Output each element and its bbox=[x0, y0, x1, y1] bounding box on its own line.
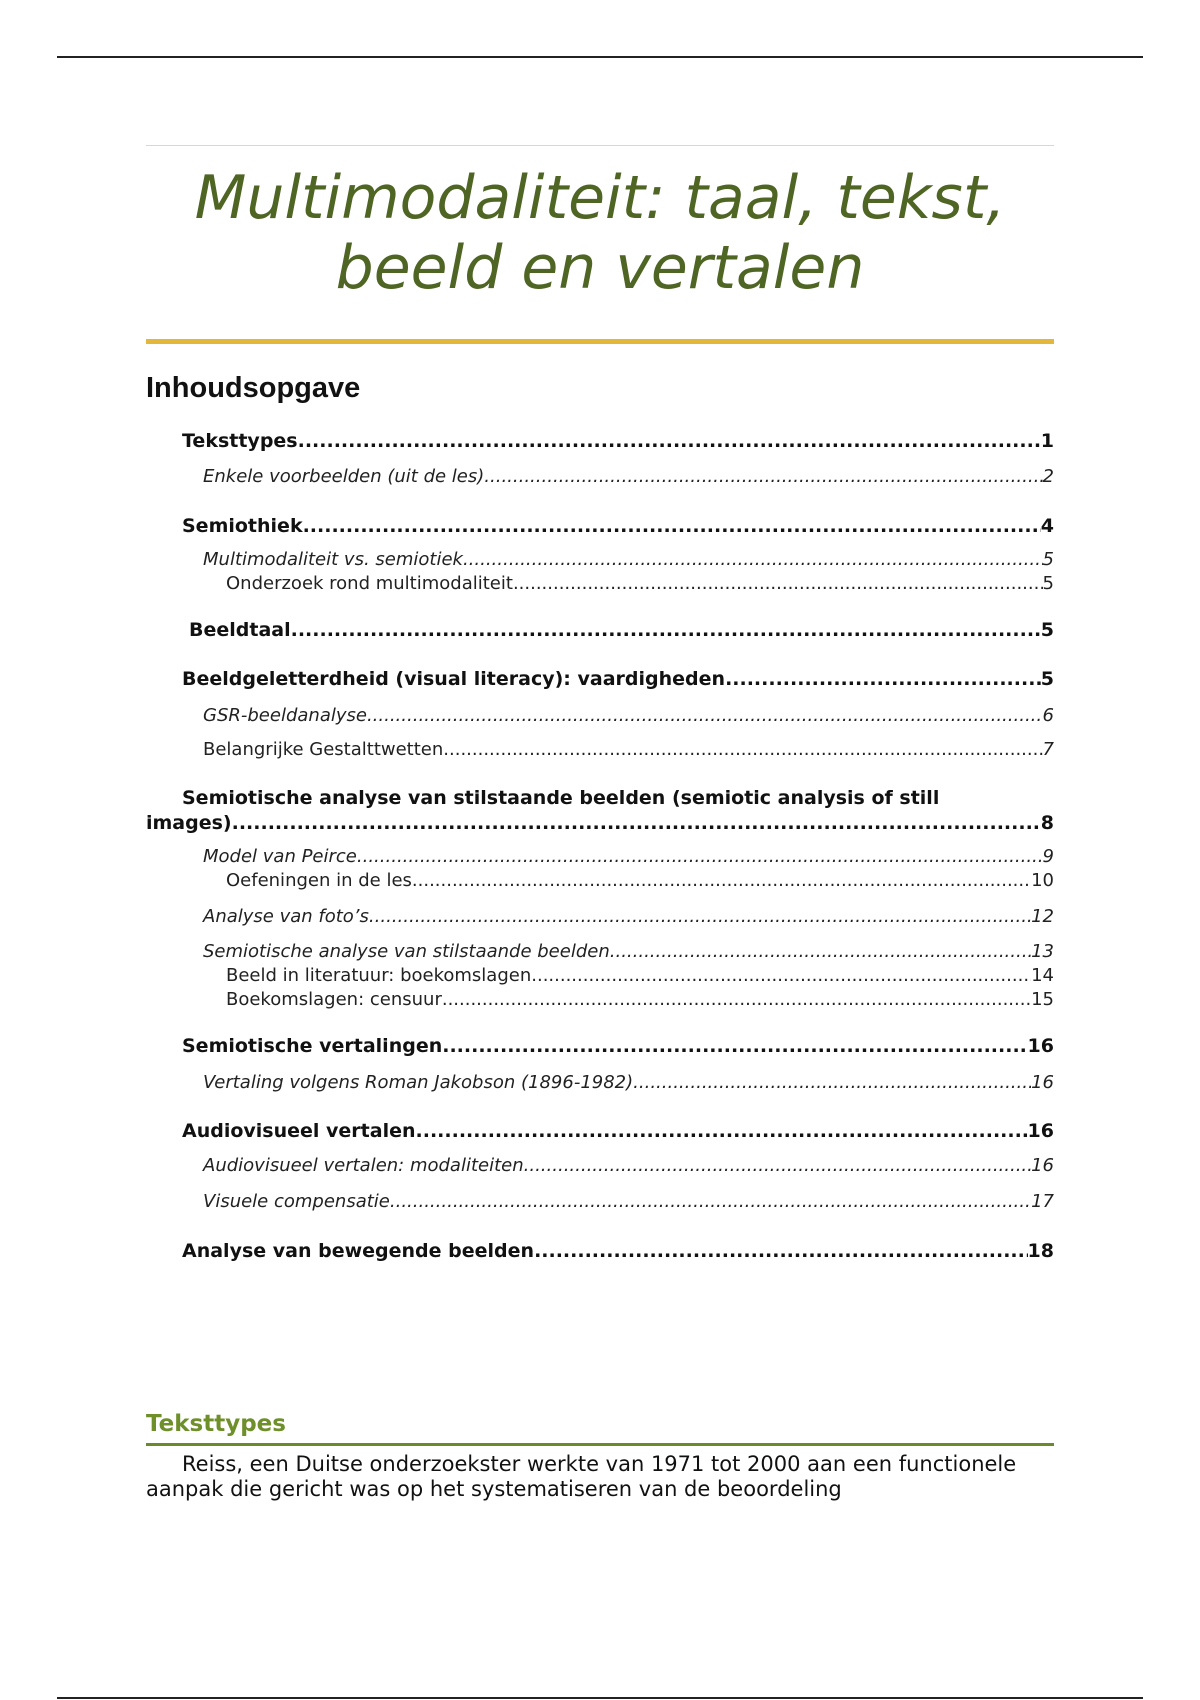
title-bottom-rule bbox=[146, 339, 1054, 344]
toc-entry-page: 2 bbox=[1042, 466, 1054, 487]
toc-entry-vertaling-jakobson[interactable] bbox=[146, 1071, 1054, 1095]
toc-leader-dots bbox=[531, 964, 1031, 988]
toc-entry-visuele-compensatie[interactable] bbox=[146, 1190, 1054, 1214]
toc-entry-page: 17 bbox=[1031, 1191, 1054, 1212]
toc-entry-audiovisueel-vertalen[interactable] bbox=[146, 1119, 1054, 1143]
toc-entry-label: Onderzoek rond multimodaliteit bbox=[226, 573, 513, 594]
toc-entry-semiotische-vertalingen[interactable] bbox=[146, 1034, 1054, 1058]
toc-leader-dots bbox=[463, 548, 1043, 572]
toc-entry-page: 5 bbox=[1040, 619, 1054, 641]
toc-entry-gsr-beeldanalyse[interactable] bbox=[146, 704, 1054, 728]
toc-entry-boekomslagen-censuur[interactable] bbox=[146, 988, 1054, 1012]
toc-entry-page: 1 bbox=[1040, 430, 1054, 452]
toc-entry-label: Analyse van bewegende beelden bbox=[182, 1240, 535, 1262]
toc-leader-dots bbox=[524, 1154, 1031, 1178]
toc-entry-label-continued: images) bbox=[146, 812, 232, 834]
toc-leader-dots bbox=[291, 618, 1041, 642]
toc-entry-semiotische-analyse[interactable] bbox=[146, 786, 1054, 836]
toc-leader-dots bbox=[298, 429, 1041, 453]
toc-entry-label: Belangrijke Gestalttwetten bbox=[203, 739, 444, 760]
title-top-rule bbox=[146, 145, 1054, 146]
toc-entry-second-line bbox=[146, 811, 1054, 836]
toc-leader-dots bbox=[610, 940, 1031, 964]
toc-entry-label: Visuele compensatie bbox=[203, 1191, 390, 1212]
toc-entry-label: Multimodaliteit vs. semiotiek bbox=[203, 549, 463, 570]
toc-entry-label: GSR-beeldanalyse bbox=[203, 705, 367, 726]
toc-entry-enkele-voorbeelden[interactable] bbox=[146, 465, 1054, 489]
toc-entry-oefeningen[interactable] bbox=[146, 869, 1054, 893]
toc-entry-page: 16 bbox=[1031, 1155, 1054, 1176]
toc-entry-label: Oefeningen in de les bbox=[226, 870, 412, 891]
toc-leader-dots bbox=[443, 738, 1042, 762]
toc-entry-beeldgeletterdheid[interactable] bbox=[146, 667, 1054, 691]
toc-entry-page: 8 bbox=[1040, 812, 1054, 834]
toc-entry-page: 5 bbox=[1042, 573, 1054, 594]
toc-entry-gestalttwetten[interactable] bbox=[146, 738, 1054, 762]
toc-entry-label: Analyse van foto’s bbox=[203, 906, 369, 927]
toc-entry-label: Semiotische analyse van stilstaande beelden bbox=[203, 941, 610, 962]
toc-entry-label: Semiotische vertalingen bbox=[182, 1035, 443, 1057]
toc-leader-dots bbox=[369, 905, 1031, 929]
toc-entry-page: 12 bbox=[1031, 906, 1054, 927]
toc-leader-dots bbox=[725, 667, 1041, 691]
toc-entry-label: Enkele voorbeelden (uit de les) bbox=[203, 466, 485, 487]
toc-entry-onderzoek-multimodaliteit[interactable] bbox=[146, 572, 1054, 596]
toc-entry-page: 9 bbox=[1042, 846, 1054, 867]
toc-entry-label: Audiovisueel vertalen bbox=[182, 1120, 416, 1142]
toc-entry-model-van-peirce[interactable] bbox=[146, 845, 1054, 869]
toc-entry-analyse-fotos[interactable] bbox=[146, 905, 1054, 929]
toc-entry-label: Boekomslagen: censuur bbox=[226, 989, 442, 1010]
toc-entry-multimodaliteit-vs-semiotiek[interactable] bbox=[146, 548, 1054, 572]
toc-entry-page: 13 bbox=[1031, 941, 1054, 962]
toc-leader-dots bbox=[513, 572, 1043, 596]
toc-entry-beeldtaal[interactable] bbox=[146, 618, 1054, 642]
toc-entry-page: 4 bbox=[1040, 515, 1054, 537]
toc-entry-page: 5 bbox=[1042, 549, 1054, 570]
page-top-rule bbox=[57, 56, 1143, 58]
toc-leader-dots bbox=[534, 1239, 1027, 1263]
toc-leader-dots bbox=[232, 811, 1041, 836]
toc-entry-page: 15 bbox=[1031, 989, 1054, 1010]
toc-leader-dots bbox=[390, 1190, 1031, 1214]
toc-entry-semiotische-analyse-stilstaand[interactable] bbox=[146, 940, 1054, 964]
toc-leader-dots bbox=[357, 845, 1043, 869]
toc-leader-dots bbox=[367, 704, 1043, 728]
section-heading: Teksttypes bbox=[146, 1409, 1054, 1446]
toc-leader-dots bbox=[442, 1034, 1027, 1058]
page-bottom-rule bbox=[57, 1697, 1143, 1699]
toc-entry-label: Semiothiek bbox=[182, 515, 303, 537]
toc-entry-page: 10 bbox=[1031, 870, 1054, 891]
toc-entry-page: 16 bbox=[1031, 1072, 1054, 1093]
toc-leader-dots bbox=[442, 988, 1031, 1012]
toc-entry-label: Audiovisueel vertalen: modaliteiten bbox=[203, 1155, 524, 1176]
toc-entry-label: Beeldtaal bbox=[189, 619, 291, 641]
document-title: Multimodaliteit: taal, tekst, beeld en vertalen bbox=[194, 163, 1006, 303]
toc-leader-dots bbox=[484, 465, 1042, 489]
toc-entry-page: 7 bbox=[1042, 739, 1054, 760]
toc-entry-label: Teksttypes bbox=[182, 430, 298, 452]
toc-entry-label: Model van Peirce bbox=[203, 846, 357, 867]
body-paragraph: Reiss, een Duitse onderzoekster werkte van 1971 tot 2000 aan een functionele aanpak die gericht was op het systematiseren van de beoordeling bbox=[146, 1452, 1017, 1501]
toc-leader-dots bbox=[303, 514, 1041, 538]
toc-heading: Inhoudsopgave bbox=[146, 372, 361, 404]
toc-entry-page: 6 bbox=[1042, 705, 1054, 726]
toc-entry-av-modaliteiten[interactable] bbox=[146, 1154, 1054, 1178]
toc-leader-dots bbox=[416, 1119, 1028, 1143]
toc-entry-semiothiek[interactable] bbox=[146, 514, 1054, 538]
toc-entry-label: Vertaling volgens Roman Jakobson (1896-1982) bbox=[203, 1072, 634, 1093]
toc-entry-page: 5 bbox=[1040, 668, 1054, 690]
toc-entry-bewegende-beelden[interactable] bbox=[146, 1239, 1054, 1263]
toc-entry-page: 16 bbox=[1027, 1120, 1054, 1142]
toc-entry-page: 18 bbox=[1027, 1240, 1054, 1262]
toc-entry-page: 14 bbox=[1031, 965, 1054, 986]
toc-entry-teksttypes[interactable] bbox=[146, 429, 1054, 453]
toc-entry-page: 16 bbox=[1027, 1035, 1054, 1057]
toc-entry-label: Semiotische analyse van stilstaande beelden (semiotic analysis of still bbox=[182, 787, 940, 809]
toc-entry-label: Beeldgeletterdheid (visual literacy): vaardigheden bbox=[182, 668, 726, 690]
toc-entry-beeld-in-literatuur[interactable] bbox=[146, 964, 1054, 988]
toc-leader-dots bbox=[633, 1071, 1031, 1095]
toc-entry-label: Beeld in literatuur: boekomslagen bbox=[226, 965, 532, 986]
toc-leader-dots bbox=[412, 869, 1031, 893]
